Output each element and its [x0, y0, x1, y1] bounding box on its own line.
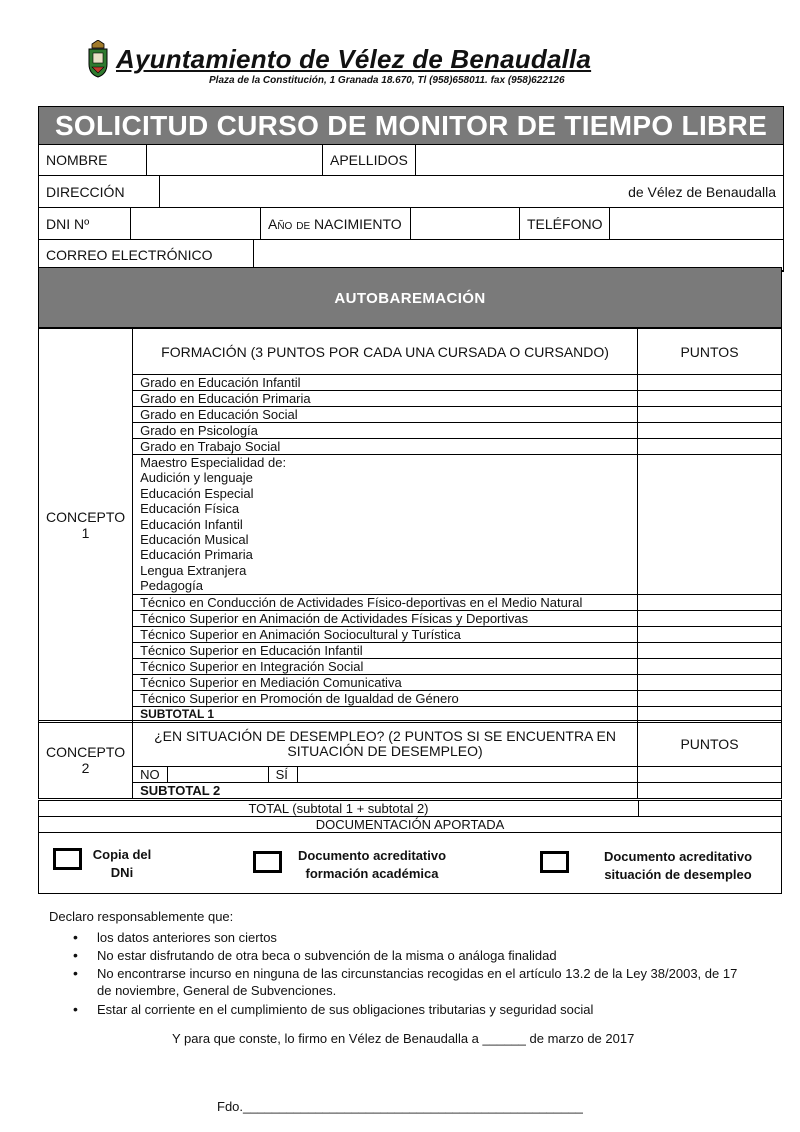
maestro-line: Pedagogía — [140, 578, 203, 594]
concepto2-points-header: PUNTOS — [638, 721, 782, 767]
concepto2-points-cell[interactable] — [638, 767, 782, 783]
concepto2-label-line2: 2 — [81, 759, 90, 776]
documents-section — [38, 832, 782, 894]
points-cell[interactable] — [638, 391, 782, 407]
points-cell[interactable] — [638, 455, 782, 595]
nacimiento-label-prefix: Año de — [268, 215, 311, 232]
concepto2-header — [133, 721, 638, 767]
copia-dni-checkbox[interactable] — [53, 848, 82, 870]
no-label: NO — [133, 767, 168, 783]
desempleo-doc-label — [593, 848, 763, 884]
telefono-label: TELÉFONO — [520, 208, 610, 240]
si-label: SÍ — [268, 767, 297, 783]
subtotal2-label: SUBTOTAL 2 — [133, 783, 638, 799]
formacion-item: Grado en Trabajo Social — [133, 439, 638, 455]
points-cell[interactable] — [638, 674, 782, 690]
points-cell[interactable] — [638, 626, 782, 642]
formacion-checkbox[interactable] — [253, 851, 282, 873]
direccion-table — [39, 176, 783, 208]
desempleo-checkbox[interactable] — [540, 851, 569, 873]
direccion-field[interactable] — [160, 176, 784, 208]
points-cell[interactable] — [638, 594, 782, 610]
formacion-item: Grado en Educación Social — [133, 407, 638, 423]
declaration-text: los datos anteriores son ciertos — [97, 930, 277, 945]
documentacion-heading: DOCUMENTACIÓN APORTADA — [39, 817, 782, 833]
signature-statement: Y para que conste, lo firmo en Vélez de Benaudalla a ______ de marzo de 2017 — [172, 1031, 635, 1046]
si-field[interactable] — [297, 767, 637, 783]
declaration-item: • No encontrarse incurso en ninguna de las circunstancias recogidas en el artículo 13.2 de la Ley 38/2003, de 17 de noviembre, General de Subvenciones. — [73, 965, 738, 998]
declaration-text: Estar al corriente en el cumplimiento de sus obligaciones tributarias y seguridad social — [97, 1002, 594, 1017]
autobaremacion-bar: AUTOBAREMACIÓN — [38, 267, 782, 328]
dni-field[interactable] — [131, 208, 261, 240]
declaration-item: • los datos anteriores son ciertos — [73, 929, 277, 945]
declaration-text-line2: de noviembre, General de Subvenciones. — [97, 983, 337, 998]
declaration-item: • Estar al corriente en el cumplimiento de sus obligaciones tributarias y seguridad social — [73, 1001, 594, 1017]
points-cell[interactable] — [638, 610, 782, 626]
concepto1-table — [38, 328, 782, 723]
concepto2-label — [39, 721, 133, 799]
municipality-title: Ayuntamiento de Vélez de Benaudalla — [116, 44, 592, 74]
telefono-field[interactable] — [610, 208, 783, 240]
points-cell[interactable] — [638, 407, 782, 423]
concepto2-label-line1: CONCEPTO — [46, 743, 126, 760]
tecnico-item: Técnico Superior en Educación Infantil — [133, 642, 638, 658]
direccion-label: DIRECCIÓN — [39, 176, 160, 208]
formacion-doc-label — [287, 847, 457, 883]
concepto1-header: FORMACIÓN (3 PUNTOS POR CADA UNA CURSADA O CURSANDO) — [133, 329, 638, 375]
no-field[interactable] — [167, 767, 268, 783]
total-label: TOTAL (subtotal 1 + subtotal 2) — [39, 801, 639, 817]
tecnico-item: Técnico Superior en Promoción de Igualdad de Género — [133, 690, 638, 706]
concepto2-header-line1: ¿EN SITUACIÓN DE DESEMPLEO? (2 PUNTOS SI SE ENCUENTRA EN — [154, 727, 616, 744]
form-title: SOLICITUD CURSO DE MONITOR DE TIEMPO LIBRE — [39, 107, 783, 145]
direccion-suffix: de Vélez de Benaudalla — [628, 183, 776, 200]
points-cell[interactable] — [638, 658, 782, 674]
tecnico-item: Técnico Superior en Integración Social — [133, 658, 638, 674]
tecnico-item: Técnico Superior en Mediación Comunicativa — [133, 674, 638, 690]
points-cell[interactable] — [638, 690, 782, 706]
points-cell[interactable] — [638, 375, 782, 391]
municipality-address: Plaza de la Constitución, 1 Granada 18.670, Tl (958)658011. fax (958)622126 — [209, 75, 565, 86]
nacimiento-field[interactable] — [411, 208, 520, 240]
maestro-line: Educación Física — [140, 501, 240, 517]
nombre-label: NOMBRE — [39, 145, 147, 176]
dni-table — [39, 208, 783, 240]
tecnico-item: Técnico en Conducción de Actividades Físico-deportivas en el Medio Natural — [133, 594, 638, 610]
declaration-text: No estar disfrutando de otra beca o subvención de la misma o análoga finalidad — [97, 948, 557, 963]
points-cell[interactable] — [638, 642, 782, 658]
desempleo-doc-line2: situación de desempleo — [604, 867, 752, 882]
formacion-doc-line1: Documento acreditativo — [297, 848, 447, 863]
concepto2-table — [38, 720, 782, 799]
totals-section — [38, 800, 782, 833]
maestro-item — [133, 455, 638, 595]
maestro-line: Educación Especial — [140, 485, 254, 501]
maestro-line: Educación Infantil — [140, 516, 243, 532]
maestro-line: Educación Musical — [140, 532, 249, 548]
correo-label: CORREO ELECTRÓNICO — [39, 240, 254, 271]
points-cell[interactable] — [638, 439, 782, 455]
apellidos-field[interactable] — [415, 145, 783, 176]
maestro-line: Educación Primaria — [140, 547, 253, 563]
copia-dni-line1: Copia del — [92, 847, 152, 862]
coat-of-arms-icon — [86, 40, 110, 78]
maestro-line: Maestro Especialidad de: — [140, 455, 287, 470]
maestro-line: Lengua Extranjera — [140, 562, 247, 578]
concepto1-label — [39, 329, 133, 723]
subtotal2-points[interactable] — [638, 783, 782, 799]
correo-field[interactable] — [254, 240, 784, 271]
formacion-item: Grado en Educación Primaria — [133, 391, 638, 407]
nombre-field[interactable] — [147, 145, 323, 176]
personal-data-section — [38, 106, 784, 272]
declaration-text-line1: No encontrarse incurso en ninguna de las circunstancias recogidas en el artículo 13.2 de la Ley 38/2003, de 17 — [97, 966, 738, 981]
apellidos-label: APELLIDOS — [323, 145, 416, 176]
concepto1-label-line2: 1 — [81, 525, 90, 542]
points-cell[interactable] — [638, 423, 782, 439]
concepto1-points-header: PUNTOS — [638, 329, 782, 375]
total-points[interactable] — [639, 801, 782, 817]
copia-dni-label — [83, 846, 161, 882]
declaration-item: • No estar disfrutando de otra beca o subvención de la misma o análoga finalidad — [73, 947, 557, 963]
concepto2-header-line2: SITUACIÓN DE DESEMPLEO) — [287, 742, 483, 759]
tecnico-item: Técnico Superior en Animación de Actividades Físicas y Deportivas — [133, 610, 638, 626]
tecnico-item: Técnico Superior en Animación Sociocultural y Turística — [133, 626, 638, 642]
formacion-item: Grado en Psicología — [133, 423, 638, 439]
copia-dni-line2: DNi — [110, 865, 134, 880]
desempleo-doc-line1: Documento acreditativo — [603, 849, 753, 864]
concepto1-label-line1: CONCEPTO — [46, 509, 126, 526]
formacion-item: Grado en Educación Infantil — [133, 375, 638, 391]
maestro-line: Audición y lenguaje — [140, 470, 253, 486]
nacimiento-label — [261, 208, 411, 240]
signature-field[interactable]: Fdo._______________________________________________ — [217, 1099, 583, 1114]
nacimiento-label-text: NACIMIENTO — [314, 215, 402, 232]
dni-label: DNI Nº — [39, 208, 131, 240]
totals-table — [38, 800, 782, 833]
personal-data-table — [39, 145, 783, 176]
subtotal1-label: SUBTOTAL 1 — [133, 706, 638, 722]
declaration-intro: Declaro responsablemente que: — [49, 909, 234, 924]
formacion-doc-line2: formación académica — [305, 866, 439, 881]
